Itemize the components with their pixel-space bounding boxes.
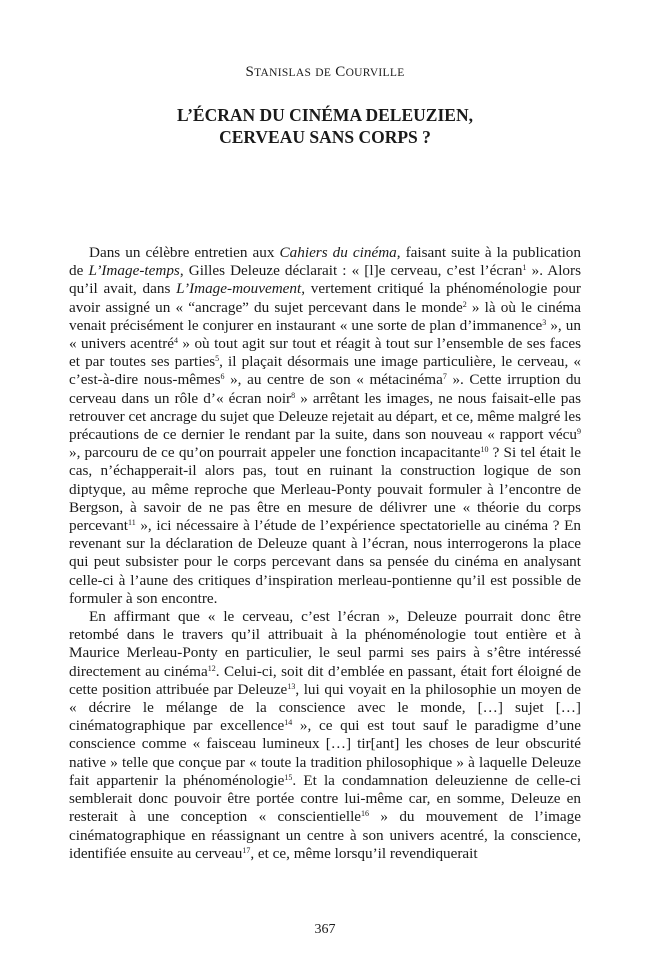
footnote-ref: 10 [480, 445, 489, 455]
footnote-ref: 1 [522, 263, 527, 273]
author-particle: DE [315, 67, 332, 79]
footnote-ref: 8 [291, 390, 296, 400]
footnote-ref: 13 [287, 681, 296, 691]
author-first-initial: S [245, 64, 255, 80]
footnote-ref: 12 [207, 663, 216, 673]
footnote-ref: 17 [242, 845, 251, 855]
footnote-ref: 4 [174, 336, 178, 346]
footnote-ref: 5 [215, 354, 220, 364]
paragraph-2: En affirmant que « le cerveau, c’est l’écran », Deleuze pourrait donc être retombé dans le travers qu’il attribuait à la phénoménologie tout entière et à Maurice Merleau-Ponty en particulier, le seul parmi ses pairs à s’être intéressé directement au cinéma$^{12}$. Celui-ci, soit dit d’emblée en passant, était fort éloigné de cette position attribuée par Deleuze$^{13}$, lui qui voyait en la philosophie un moyen de « décrire le mélange de la conscience avec le monde, […] sujet […] cinématographique par excellence$^{14}$ », ce qui est tout sauf le paradigme d’une conscience comme « faisceau lumineux […] tir[ant] les choses de leur obscurité native » telle que conçue par « toute la tradition philosophique » à laquelle Deleuze fait appartenir la phénoménologie$^{15}$. Et la condamnation deleuzienne de celle-ci semblerait donc pouvoir être portée contre lui-même car, en somme, Deleuze en resterait à une conception « conscientielle$^{16}$ » du mouvement de l’image cinématographique en réassignant un centre à son univers acentré, la conscience, identifiée ensuite au cerveau$^{17}$, et ce, même lorsqu’il revendiquerait [69, 608, 582, 862]
author-first-rest: TANISLAS [254, 67, 312, 79]
author-name [0, 64, 650, 81]
footnote-ref: 16 [361, 809, 370, 819]
paragraph-1: Dans un célèbre entretien aux Cahiers du cinéma, faisant suite à la publication de L’Image-temps, Gilles Deleuze déclarait : « [l]e cerveau, c’est l’écran$^1$ ». Alors qu’il avait, dans L’Image-mouvement, vertement critiqué la phénoménologie pour avoir assigné un « “ancrage” du sujet percevant dans le monde$^2$ » là où le cinéma venait précisément le conjurer en instaurant « une sorte de plan d’immanence$^3$ », un « univers acentré$^4$ » où tout agit sur tout et réagit à tout sur l’ensemble de ses faces et par toutes ses parties$^5$, il plaçait désormais une image particulière, le cerveau, « c’est-à-dire nous-mêmes$^6$ », au centre de son « métacinéma$^7$ ». Cette irruption du cerveau dans un rôle d’« écran noir$^8$ » arrêtant les images, ne nous faisait-elle pas retrouver cet ancrage du sujet que Deleuze rejetait au départ, et ce, même malgré les précautions de ce dernier le rendant par la suite, dans son nouveau « rapport vécu$^9$ », parcouru de ce qu’on pourrait appeler une fonction incapacitante$^{10}$ ? Si tel était le cas, n’échapperait-il alors pas, tout en ruinant la construction logique de son diptyque, au même reproche que Merleau-Ponty pouvait formuler à l’encontre de Bergson, à savoir de ne pas être en mesure de délivrer une « théorie du corps percevant$^{11}$ », ici nécessaire à l’étude de l’expérience spectatorielle au cinéma ? En revenant sur la déclaration de Deleuze quant à l’écran, nous interrogerons la place qui peut subsister pour le corps percevant dans sa pensée du cinéma en analysant celle-ci à l’aune des critiques d’inspiration merleau-pontienne qu’il est possible de formuler à son encontre. [69, 244, 582, 607]
footnote-ref: 11 [128, 518, 136, 528]
article-title [0, 104, 650, 148]
author-last-initial: C [335, 64, 346, 80]
footnote-ref: 14 [284, 718, 293, 728]
title-line-1: L’ÉCRAN DU CINÉMA DELEUZIEN, [177, 105, 473, 125]
title-line-2: CERVEAU SANS CORPS ? [219, 127, 431, 147]
footnote-ref: 6 [220, 372, 225, 382]
footnote-ref: 3 [542, 317, 547, 327]
page-number: 367 [314, 922, 336, 937]
footnote-ref: 9 [577, 427, 581, 437]
footnote-ref: 2 [462, 299, 467, 309]
footnote-ref: 15 [284, 772, 293, 782]
article-body [69, 244, 581, 863]
author-last-rest: OURVILLE [345, 67, 405, 79]
footnote-ref: 7 [442, 372, 447, 382]
